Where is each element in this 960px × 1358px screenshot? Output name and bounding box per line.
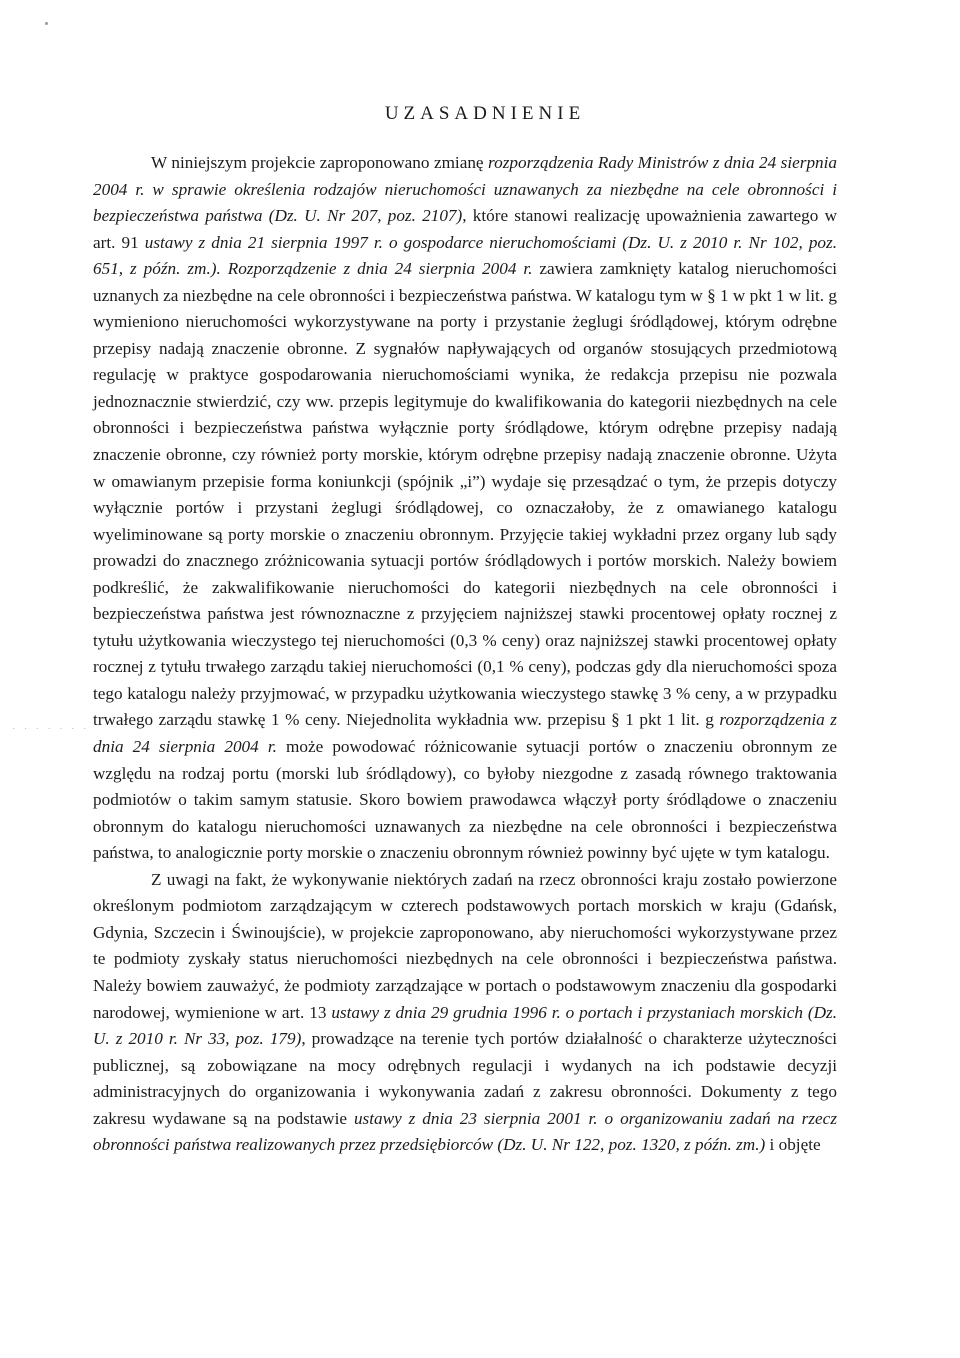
paragraph (93, 867, 837, 1159)
citation-text: ustawy z dnia 21 sierpnia 1997 r. o gospodarce nieruchomościami (Dz. U. z 2010 r. Nr 102, poz. 651, z późn. zm.). Rozporządzenie z dnia 24 sierpnia 2004 r. (93, 232, 837, 279)
margin-mark: · · · · · · · (12, 724, 90, 735)
paragraph (93, 150, 837, 867)
scan-speck (45, 22, 48, 25)
body-text: , prowadzące na terenie tych portów działalność o charakterze użyteczności publicznej, są zobowiązane na mocy odrębnych regulacji i wydanych na ich podstawie decyzji administracyjnych do organizowania i wykonywania zadań z zakresu obronności. Dokumenty z tego zakresu wydawane są na podstawie (93, 1029, 837, 1128)
body-text: , które stanowi realizację upoważnienia zawartego w art. 91 (93, 206, 837, 252)
body-text: zawiera zamknięty katalog nieruchomości uznanych za niezbędne na cele obronności i bezpieczeństwa państwa. W katalogu tym w § 1 w pkt 1 w lit. g wymieniono nieruchomości wykorzystywane na porty i przystanie żeglugi śródlądowej, którym odrębne przepisy nadają znaczenie obronne. Z sygnałów napływających od organów stosujących przedmiotową regulację w praktyce gospodarowania nieruchomościami wynika, że redakcja przepisu nie pozwala jednoznacznie stwierdzić, czy ww. przepis legitymuje do kwalifikowania do kategorii niezbędnych na cele obronności i bezpieczeństwa państwa wyłącznie porty śródlądowe, którym odrębne przepisy nadają znaczenie obronne, czy również porty morskie, którym odrębne przepisy nadają znaczenie obronne. Użyta w omawianym przepisie forma koniunkcji (spójnik „i”) wydaje się przesądzać o tym, że przepis dotyczy wyłącznie portów i przystani żeglugi śródlądowej, co oznaczałoby, że z omawianego katalogu wyeliminowane są porty morskie o znaczeniu obronnym. Przyjęcie takiej wykładni przez organy lub sądy prowadzi do znacznego zróżnicowania sytuacji portów śródlądowych i portów morskich. Należy bowiem podkreślić, że zakwalifikowanie nieruchomości do kategorii niezbędnych na cele obronności i bezpieczeństwa państwa jest równoznaczne z przyjęciem najniższej stawki procentowej opłaty rocznej z tytułu użytkowania wieczystego tej nieruchomości (0,3 % ceny) oraz najniższej stawki procentowej opłaty rocznej z tytułu trwałego zarządu takiej nieruchomości (0,1 % ceny), podczas gdy dla nieruchomości spoza tego katalogu należy przyjmować, w przypadku użytkowania wieczystego stawkę 3 % ceny, a w przypadku trwałego zarządu stawkę 1 % ceny. Niejednolita wykładnia ww. przepisu § 1 pkt 1 lit. g (93, 259, 837, 730)
citation-text: rozporządzenia z dnia 24 sierpnia 2004 r. (93, 710, 837, 757)
body-text: W niniejszym projekcie zaproponowano zmianę (151, 153, 489, 172)
citation-text: ustawy z dnia 23 sierpnia 2001 r. o organizowaniu zadań na rzecz obronności państwa realizowanych przez przedsiębiorców (Dz. U. Nr 122, poz. 1320, z późn. zm.) (93, 1108, 838, 1155)
citation-text: ustawy z dnia 29 grudnia 1996 r. o portach i przystaniach morskich (Dz. U. z 2010 r. Nr 33, poz. 179) (93, 1002, 837, 1049)
page-title: UZASADNIENIE (384, 103, 586, 124)
document-body (93, 150, 837, 1159)
body-text: może powodować różnicowanie sytuacji portów o znaczeniu obronnym ze względu na rodzaj portu (morski lub śródlądowy), co byłoby niezgodne z zasadą równego traktowania podmiotów o takim samym statusie. Skoro bowiem prawodawca włączył porty śródlądowe o znaczeniu obronnym do katalogu nieruchomości uznawanych za niezbędne na cele obronności i bezpieczeństwa państwa, to analogicznie porty morskie o znaczeniu obronnym również powinny być ujęte w tym katalogu. (93, 737, 837, 863)
body-text: i objęte (765, 1135, 821, 1155)
body-text: Z uwagi na fakt, że wykonywanie niektórych zadań na rzecz obronności kraju zostało powierzone określonym podmiotom zarządzającym w czterech podstawowych portach morskich w kraju (Gdańsk, Gdynia, Szczecin i Świnoujście), w projekcie zaproponowano, aby nieruchomości wykorzystywane przez te podmioty zyskały status nieruchomości niezbędnych na cele obronności i bezpieczeństwa państwa. Należy bowiem zauważyć, że podmioty zarządzające w portach o podstawowym znaczeniu dla gospodarki narodowej, wymienione w art. 13 (93, 869, 837, 1022)
citation-text: rozporządzenia Rady Ministrów z dnia 24 sierpnia 2004 r. w sprawie określenia rodzajów nieruchomości uznawanych za niezbędne na cele obronności i bezpieczeństwa państwa (Dz. U. Nr 207, poz. 2107) (93, 153, 838, 226)
